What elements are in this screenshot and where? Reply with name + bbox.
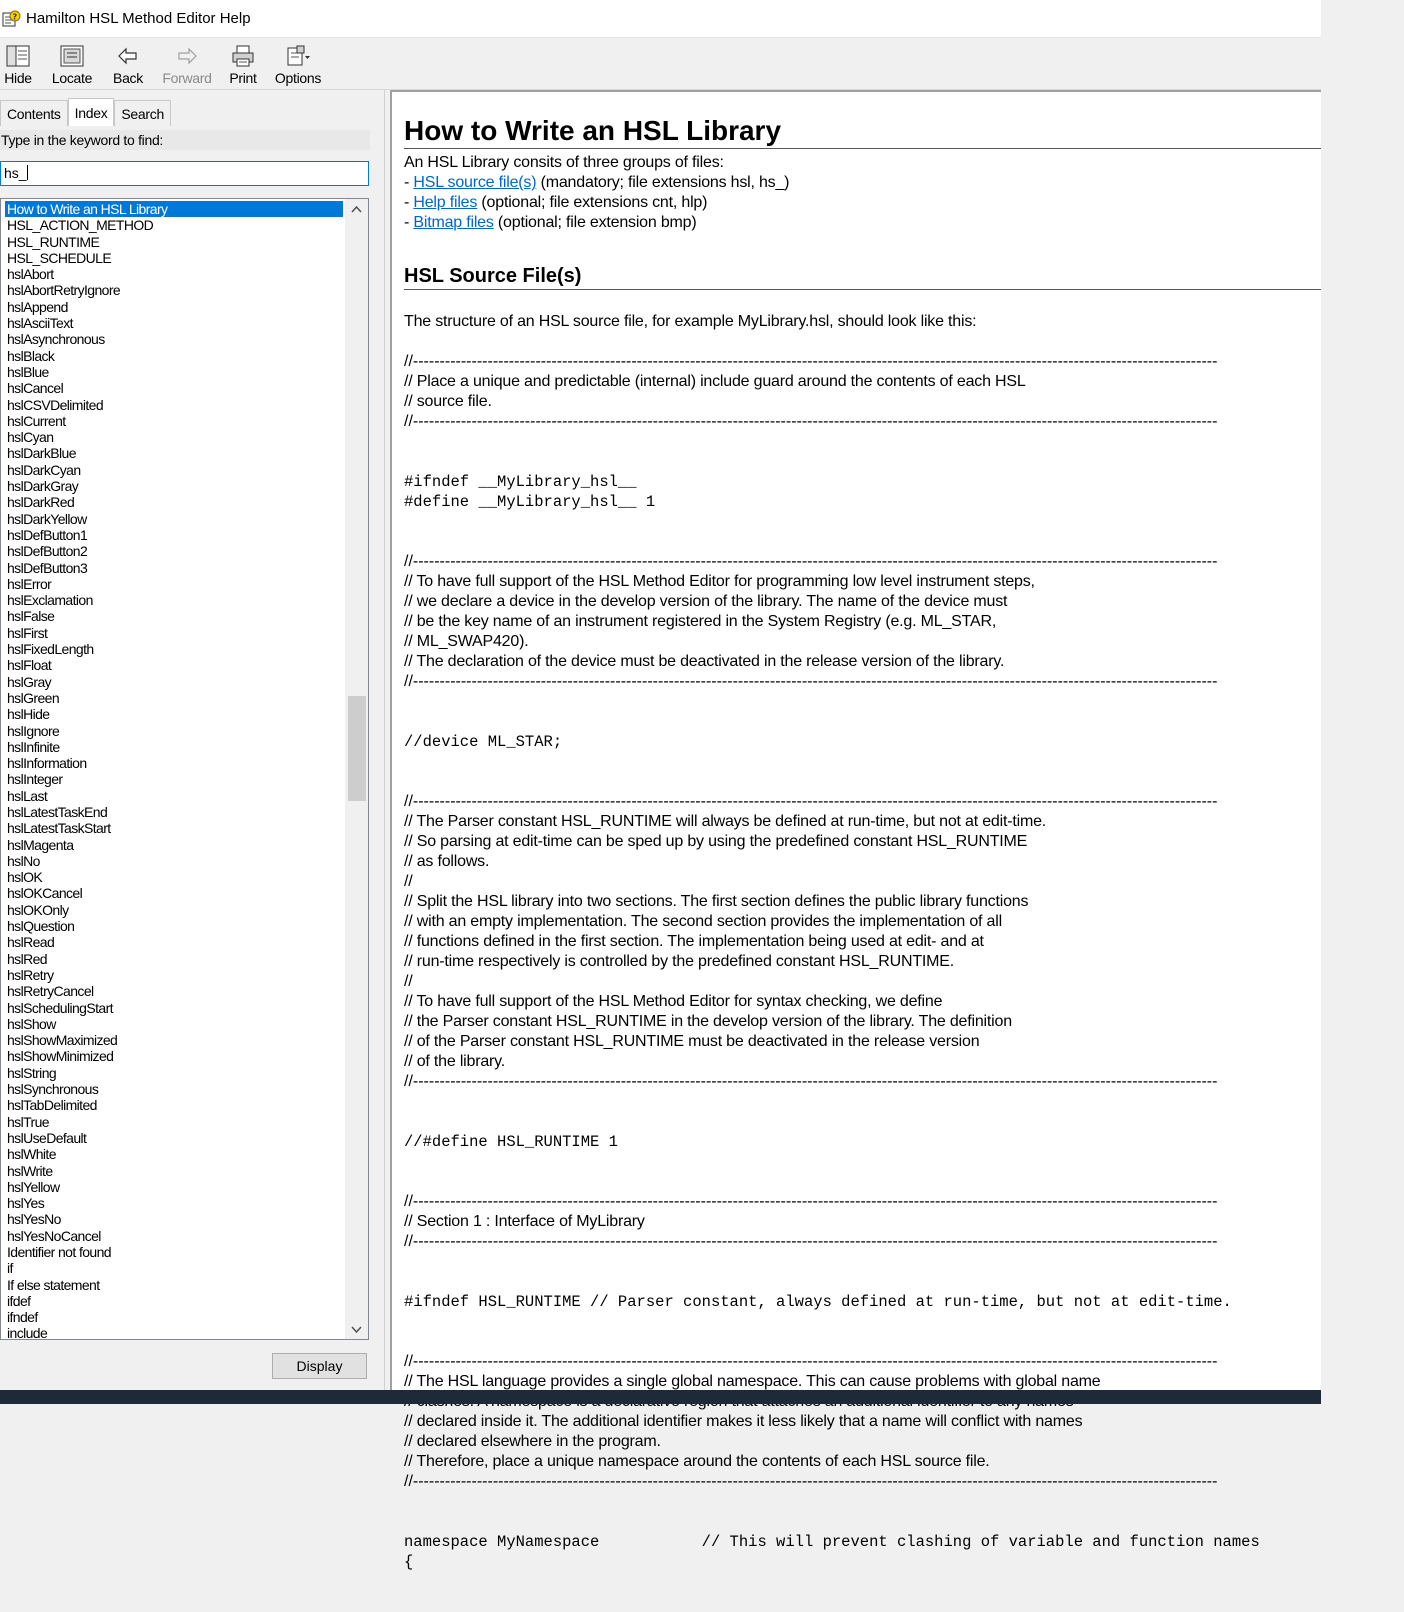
index-list-item[interactable]: hslIgnore: [7, 722, 60, 739]
index-list-item[interactable]: hslWhite: [7, 1146, 56, 1163]
blank-line: [404, 532, 1404, 552]
comment-line: // Place a unique and predictable (internal) include guard around the contents of each HSL: [404, 373, 1026, 390]
index-list-item[interactable]: hslYellow: [7, 1178, 60, 1195]
comment-separator: //-------------------------------------------------------------------------------------------------------------------------------------------------------: [404, 673, 1218, 690]
blank-line: [404, 1252, 1404, 1272]
hide-label: Hide: [4, 70, 32, 86]
text-caret: [27, 165, 28, 180]
index-list-item[interactable]: hslLast: [7, 787, 48, 804]
source-listing: [404, 352, 1404, 1612]
scroll-thumb[interactable]: [348, 696, 366, 801]
file-group-link[interactable]: Help files: [413, 194, 478, 211]
intro-text: An HSL Library consits of three groups of files:: [404, 154, 724, 171]
index-list-item[interactable]: hslCancel: [7, 380, 64, 397]
index-list-item[interactable]: include: [7, 1325, 48, 1342]
comment-separator: //-------------------------------------------------------------------------------------------------------------------------------------------------------: [404, 1193, 1218, 1210]
index-list-item[interactable]: hslDefButton3: [7, 559, 88, 576]
file-group-link[interactable]: Bitmap files: [413, 214, 494, 231]
blank-line: [404, 1592, 1404, 1612]
index-list-item[interactable]: hslWrite: [7, 1162, 53, 1179]
tab-search[interactable]: Search: [114, 100, 171, 126]
file-group-item: [404, 193, 1404, 213]
comment-line: //: [404, 873, 413, 890]
index-list-item[interactable]: hslDarkRed: [7, 494, 75, 511]
file-group-item: [404, 173, 1404, 193]
index-list-item[interactable]: hslAbortRetryIgnore: [7, 282, 121, 299]
index-list-item[interactable]: HSL_ACTION_METHOD: [7, 217, 154, 234]
comment-line: // functions defined in the first section. The implementation being used at edit- and at: [404, 933, 984, 950]
index-list-item[interactable]: hslNo: [7, 852, 40, 869]
blank-line: [404, 512, 1404, 532]
back-button[interactable]: [111, 38, 145, 88]
index-list-item[interactable]: hslFirst: [7, 624, 48, 641]
index-list-item[interactable]: hslOKCancel: [7, 885, 83, 902]
print-label: Print: [229, 70, 257, 86]
file-group-description: (mandatory; file extensions hsl, hs_): [536, 174, 790, 191]
index-list-item[interactable]: hslAsciiText: [7, 315, 73, 332]
file-group-item: [404, 213, 1404, 233]
comment-line: // To have full support of the HSL Method Editor for programming low level instrument steps,: [404, 573, 1035, 590]
comment-line: // So parsing at edit-time can be sped up by using the predefined constant HSL_RUNTIME: [404, 833, 1028, 850]
index-list-item[interactable]: hslInformation: [7, 755, 87, 772]
back-label: Back: [113, 70, 143, 86]
index-list-item[interactable]: How to Write an HSL Library: [5, 201, 343, 217]
index-list-item[interactable]: hslGreen: [7, 689, 60, 706]
blank-line: [404, 1112, 1404, 1132]
comment-line: // with an empty implementation. The second section provides the implementation of all: [404, 913, 1002, 930]
index-list-item[interactable]: hslRetry: [7, 966, 54, 983]
index-list-item[interactable]: hslFixedLength: [7, 641, 94, 658]
forward-label: Forward: [162, 70, 212, 86]
index-list-item[interactable]: hslSynchronous: [7, 1081, 99, 1098]
index-list-item[interactable]: hslRead: [7, 934, 55, 951]
comment-line: // Section 1 : Interface of MyLibrary: [404, 1213, 645, 1230]
comment-line: // be the key name of an instrument registered in the System Registry (e.g. ML_STAR,: [404, 613, 997, 630]
index-list-item[interactable]: hslShowMaximized: [7, 1032, 118, 1049]
blank-line: [404, 432, 1404, 452]
options-icon: [284, 43, 312, 69]
comment-separator: //-------------------------------------------------------------------------------------------------------------------------------------------------------: [404, 553, 1218, 570]
blank-line: [404, 692, 1404, 712]
print-button[interactable]: [227, 38, 259, 88]
title-rule: [404, 148, 1321, 149]
locate-label: Locate: [51, 70, 93, 86]
comment-separator: //-------------------------------------------------------------------------------------------------------------------------------------------------------: [404, 353, 1218, 370]
display-button[interactable]: Display: [272, 1353, 367, 1379]
hide-button[interactable]: [2, 38, 34, 88]
index-list-item[interactable]: hslRetryCancel: [7, 983, 94, 1000]
comment-line: // The HSL language provides a single global namespace. This can cause problems with global name: [404, 1373, 1101, 1390]
comment-line: // declared inside it. The additional identifier makes it less likely that a name will conflict with names: [404, 1413, 1083, 1430]
comment-line: // source file.: [404, 393, 492, 410]
code-line: namespace MyNamespace // This will prevent clashing of variable and function names: [404, 1533, 1260, 1551]
options-button[interactable]: [272, 38, 324, 88]
file-group-prefix: -: [404, 194, 414, 211]
file-group-link[interactable]: HSL source file(s): [413, 174, 537, 191]
index-list[interactable]: [0, 198, 369, 1340]
file-group-description: (optional; file extensions cnt, hlp): [477, 194, 708, 211]
index-list-item[interactable]: hslShow: [7, 1015, 56, 1032]
index-list-item[interactable]: hslGray: [7, 673, 52, 690]
index-list-item[interactable]: hslDarkCyan: [7, 461, 81, 478]
index-list-item[interactable]: hslFloat: [7, 657, 52, 674]
comment-separator: //-------------------------------------------------------------------------------------------------------------------------------------------------------: [404, 413, 1218, 430]
index-list-item[interactable]: hslTrue: [7, 1113, 49, 1130]
index-list-item[interactable]: ifndef: [7, 1309, 38, 1326]
locate-icon: [58, 43, 86, 69]
index-list-item[interactable]: hslOK: [7, 869, 43, 886]
index-list-item[interactable]: hslBlue: [7, 363, 49, 380]
toolbar: [0, 38, 1321, 90]
topic-content-pane[interactable]: [390, 90, 1321, 1571]
comment-line: // declared elsewhere in the program.: [404, 1433, 661, 1450]
index-list-item[interactable]: hslHide: [7, 706, 50, 723]
index-list-item[interactable]: hslDefButton2: [7, 543, 88, 560]
index-list-item[interactable]: hslAsynchronous: [7, 331, 105, 348]
blank-line: [404, 1092, 1404, 1112]
code-line: {: [404, 1553, 414, 1571]
keyword-input[interactable]: [0, 161, 369, 186]
index-list-item[interactable]: hslCurrent: [7, 412, 66, 429]
topic-title: How to Write an HSL Library: [404, 115, 782, 146]
topic-document: [404, 92, 1404, 1612]
comment-line: // To have full support of the HSL Method Editor for syntax checking, we define: [404, 993, 943, 1010]
index-list-item[interactable]: hslDarkYellow: [7, 510, 87, 527]
scroll-up-icon[interactable]: [345, 199, 368, 219]
index-list-item[interactable]: hslUseDefault: [7, 1129, 87, 1146]
comment-line: // Split the HSL library into two sections. The first section defines the public library functions: [404, 893, 1029, 910]
comment-separator: //-------------------------------------------------------------------------------------------------------------------------------------------------------: [404, 793, 1218, 810]
comment-line: // of the Parser constant HSL_RUNTIME must be deactivated in the release version: [404, 1033, 980, 1050]
locate-button[interactable]: [51, 38, 93, 88]
index-list-item[interactable]: hslDefButton1: [7, 526, 88, 543]
comment-separator: //-------------------------------------------------------------------------------------------------------------------------------------------------------: [404, 1073, 1218, 1090]
index-list-item[interactable]: hslInfinite: [7, 738, 60, 755]
index-list-item[interactable]: Identifier not found: [7, 1244, 111, 1260]
code-line: #ifndef __MyLibrary_hsl__: [404, 473, 637, 491]
index-list-item[interactable]: hslSchedulingStart: [7, 999, 113, 1016]
index-list-item[interactable]: hslDarkGray: [7, 478, 79, 495]
file-group-prefix: -: [404, 214, 414, 231]
index-list-item[interactable]: hslYesNo: [7, 1211, 61, 1228]
index-list-item[interactable]: hslError: [7, 575, 52, 592]
code-line: //#define HSL_RUNTIME 1: [404, 1133, 618, 1151]
comment-separator: //-------------------------------------------------------------------------------------------------------------------------------------------------------: [404, 1353, 1218, 1370]
comment-line: // ML_SWAP420).: [404, 633, 529, 650]
nav-tabs: [0, 98, 171, 126]
blank-line: [404, 1312, 1404, 1332]
scroll-down-icon[interactable]: [345, 1319, 368, 1339]
blank-line: [404, 752, 1404, 772]
index-list-items: [5, 201, 343, 1342]
section-rule: [404, 289, 1321, 290]
section-title: HSL Source File(s): [404, 265, 582, 287]
comment-line: // run-time respectively is controlled by the predefined constant HSL_RUNTIME.: [404, 953, 954, 970]
index-list-item[interactable]: hslShowMinimized: [7, 1048, 114, 1065]
index-list-item[interactable]: hslAppend: [7, 298, 68, 315]
blank-line: [404, 1512, 1404, 1532]
comment-separator: //-------------------------------------------------------------------------------------------------------------------------------------------------------: [404, 1473, 1218, 1490]
section-intro: The structure of an HSL source file, for example MyLibrary.hsl, should look like this:: [404, 313, 977, 330]
index-list-item[interactable]: hslCSVDelimited: [7, 396, 104, 413]
blank-line: [404, 712, 1404, 732]
forward-button[interactable]: [161, 38, 213, 88]
title-bar: [0, 0, 1321, 38]
comment-line: // The Parser constant HSL_RUNTIME will always be defined at run-time, but not at edit-time.: [404, 813, 1047, 830]
index-list-item[interactable]: hslLatestTaskEnd: [7, 803, 108, 820]
index-list-item[interactable]: hslBlack: [7, 347, 55, 364]
index-list-item[interactable]: hslMagenta: [7, 836, 74, 853]
index-list-item[interactable]: hslAbort: [7, 266, 54, 283]
comment-line: //: [404, 973, 413, 990]
back-arrow-icon: [114, 43, 142, 69]
index-list-item[interactable]: hslLatestTaskStart: [7, 820, 111, 837]
index-list-item[interactable]: ifdef: [7, 1292, 31, 1309]
blank-line: [404, 1152, 1404, 1172]
svg-text:?: ?: [12, 12, 18, 21]
blank-line: [404, 1492, 1404, 1512]
comment-line: // as follows.: [404, 853, 490, 870]
blank-line: [404, 1332, 1404, 1352]
index-list-item[interactable]: hslCyan: [7, 429, 54, 446]
comment-line: // the Parser constant HSL_RUNTIME in the develop version of the library. The definition: [404, 1013, 1012, 1030]
code-line: #define __MyLibrary_hsl__ 1: [404, 493, 656, 511]
tab-contents[interactable]: Contents: [0, 100, 68, 126]
index-list-item[interactable]: hslTabDelimited: [7, 1097, 97, 1114]
file-group-description: (optional; file extension bmp): [493, 214, 697, 231]
index-list-item[interactable]: hslInteger: [7, 771, 63, 788]
code-line: #ifndef HSL_RUNTIME // Parser constant, always defined at run-time, but not at edit-time.: [404, 1293, 1232, 1311]
comment-line: // Therefore, place a unique namespace around the contents of each HSL source file.: [404, 1453, 990, 1470]
navigation-pane: [0, 90, 384, 1390]
index-list-item[interactable]: If else statement: [7, 1276, 100, 1293]
index-list-item[interactable]: hslOKOnly: [7, 901, 69, 918]
comment-separator: //-------------------------------------------------------------------------------------------------------------------------------------------------------: [404, 1233, 1218, 1250]
tab-index[interactable]: Index: [68, 98, 115, 126]
options-label: Options: [274, 70, 322, 86]
index-list-item[interactable]: hslYes: [7, 1195, 45, 1212]
index-list-item[interactable]: hslQuestion: [7, 918, 75, 935]
keyword-prompt: Type in the keyword to find:: [0, 130, 370, 150]
forward-arrow-icon: [173, 43, 201, 69]
blank-line: [404, 452, 1404, 472]
index-list-item[interactable]: if: [7, 1260, 13, 1277]
index-list-scrollbar[interactable]: [345, 199, 368, 1339]
taskbar: [0, 1390, 1321, 1404]
index-list-item[interactable]: hslYesNoCancel: [7, 1227, 101, 1244]
file-group-prefix: -: [404, 174, 414, 191]
comment-line: // of the library.: [404, 1053, 506, 1070]
code-line: //device ML_STAR;: [404, 733, 563, 751]
index-list-item[interactable]: HSL_SCHEDULE: [7, 249, 112, 266]
printer-icon: [229, 43, 257, 69]
help-app-icon: [2, 10, 20, 28]
comment-line: // we declare a device in the develop version of the library. The name of the device must: [404, 593, 1008, 610]
index-list-item[interactable]: hslRed: [7, 950, 47, 967]
blank-line: [404, 772, 1404, 792]
hide-icon: [4, 43, 32, 69]
keyword-input-value: hs_: [4, 165, 27, 181]
index-list-item[interactable]: hslString: [7, 1064, 57, 1081]
blank-line: [404, 1572, 1404, 1592]
index-list-item[interactable]: hslExclamation: [7, 592, 93, 609]
window-title: Hamilton HSL Method Editor Help: [26, 10, 251, 27]
index-list-item[interactable]: HSL_RUNTIME: [7, 233, 100, 250]
index-list-item[interactable]: hslFalse: [7, 608, 55, 625]
index-list-item[interactable]: hslDarkBlue: [7, 445, 76, 462]
blank-line: [404, 1272, 1404, 1292]
comment-line: // The declaration of the device must be deactivated in the release version of the library.: [404, 653, 1005, 670]
blank-line: [404, 1172, 1404, 1192]
file-groups-list: [404, 173, 1404, 233]
